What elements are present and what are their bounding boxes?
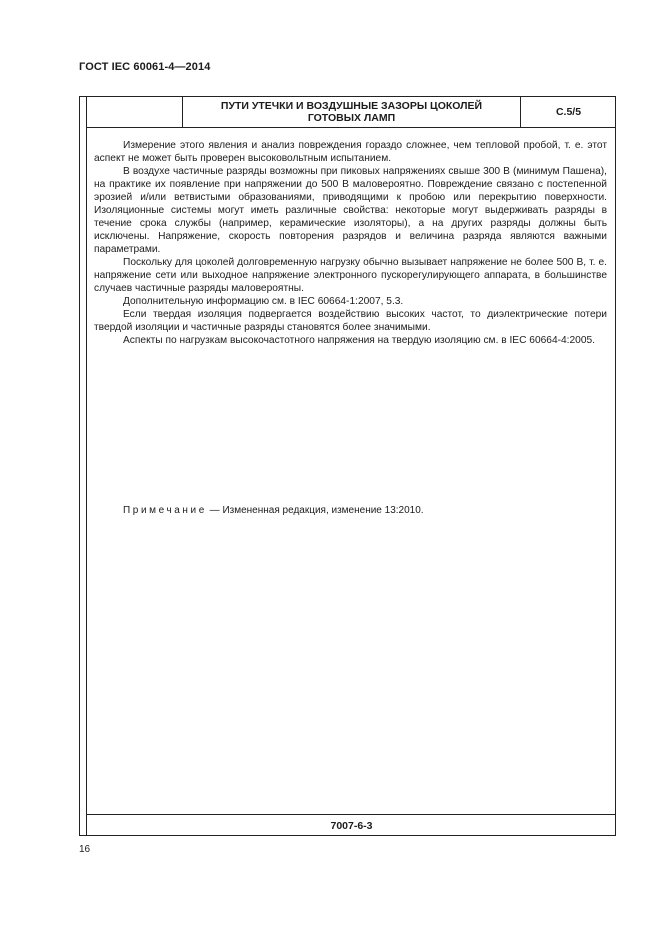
binding-margin-line [86,96,87,836]
header-title-cell [183,96,521,127]
body-text [94,139,607,347]
header-empty-cell [87,96,183,127]
paragraph: Поскольку для цоколей долговременную нагрузку обычно вызывает напряжение не более 500 В, т. е. напряжение сети или выходное напряжение электронного пускорегулирующего аппарата, в большинстве случаев частичные разряды маловероятны. [94,257,607,294]
header-title-line-2: ГОТОВЫХ ЛАМП [307,111,396,124]
note-label: Примечание [123,505,207,516]
paragraph: В воздухе частичные разряды возможны при пиковых напряжениях свыше 300 В (минимум Пашена), на практике их появление при напряжении до 500 В маловероятно. Повреждение связано с постепенной эрозией и/или ветвистыми образованиями, приводящими к пробою или перекрытию поверхности. Изоляционные системы могут иметь различные свойства: некоторые могут выдерживать разряды в течение срока службы (например, керамические изоляторы), а на других разряды должны быть исключены. Напряжение, скорость повторения разрядов и величина разряда являются важными параметрами. [94,166,607,255]
header-title-line-1: ПУТИ УТЕЧКИ И ВОЗДУШНЫЕ ЗАЗОРЫ ЦОКОЛЕЙ [220,99,483,112]
note [123,504,603,517]
document-code: ГОСТ IEC 60061-4—2014 [79,61,211,73]
footer-code: 7007-6-3 [87,814,616,836]
sheet-number: С.5/5 [555,105,582,118]
paragraph: Если твердая изоляция подвергается воздействию высоких частот, то диэлектрические потери твердой изоляции и частичные разряды становятся более значимыми. [94,309,607,333]
note-text: — Измененная редакция, изменение 13:2010. [206,505,424,516]
page-number: 16 [79,844,91,855]
paragraph: Измерение этого явления и анализ повреждения гораздо сложнее, чем тепловой пробой, т. е. этот аспект не может быть проверен высоковольтным испытанием. [94,140,607,164]
paragraph: Аспекты по нагрузкам высокочастотного напряжения на твердую изоляцию см. в IEC 60664-4:2005. [123,335,595,346]
sheet-header [87,96,616,128]
paragraph: Дополнительную информацию см. в IEC 60664-1:2007, 5.3. [123,296,404,307]
